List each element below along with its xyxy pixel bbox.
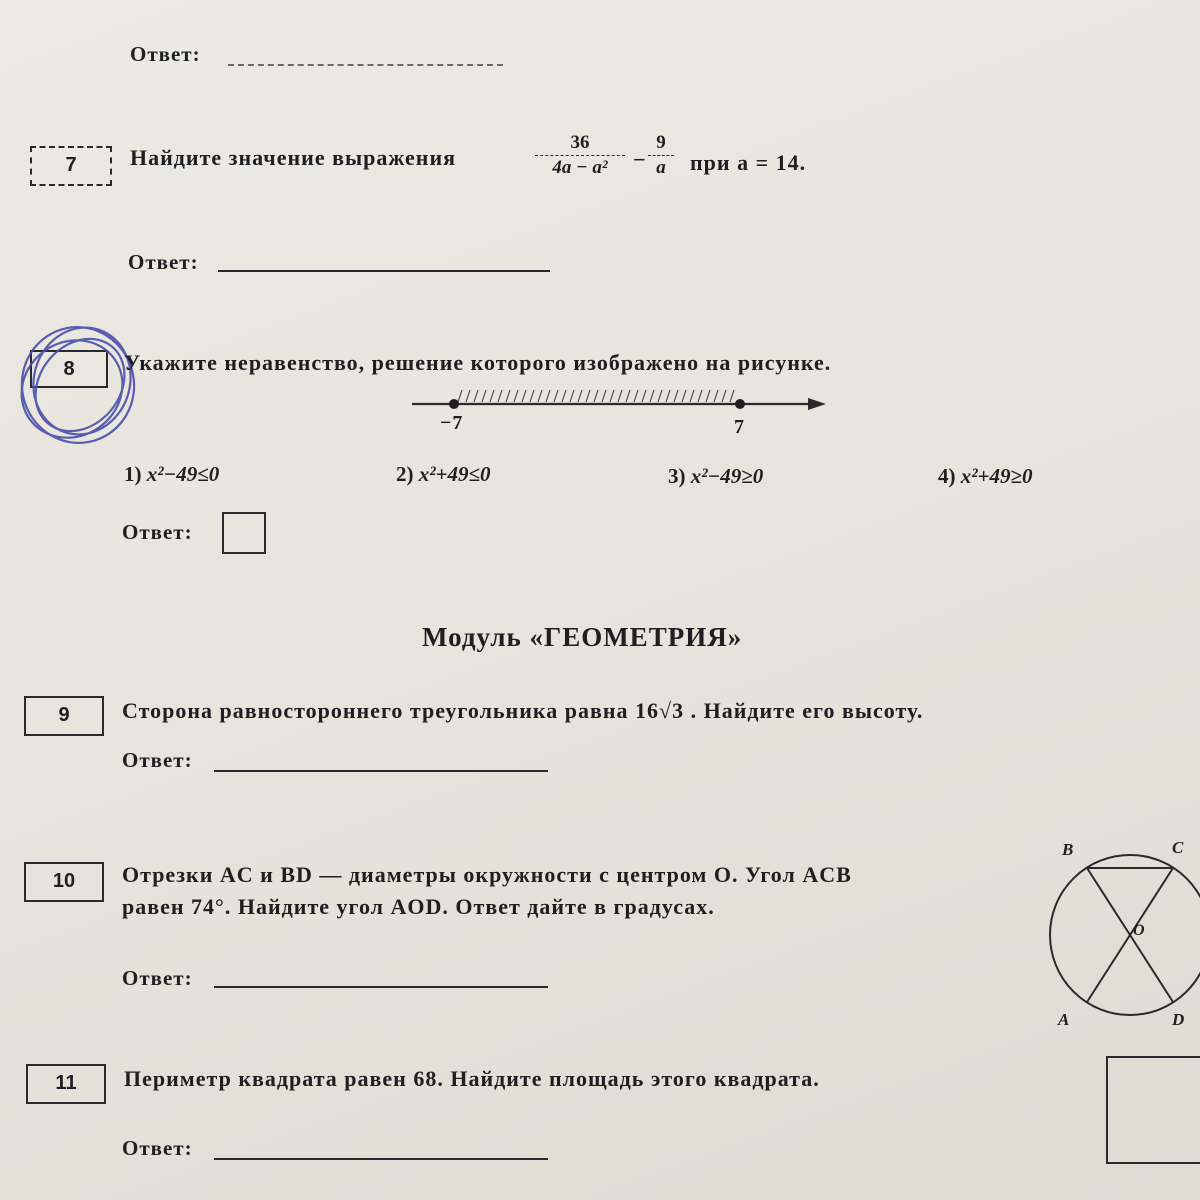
option-3-expr: x²−49≥0 bbox=[690, 464, 764, 488]
option-1-expr: x²−49≤0 bbox=[146, 462, 220, 486]
label-O: O bbox=[1133, 922, 1145, 939]
module-title: Модуль «ГЕОМЕТРИЯ» bbox=[422, 622, 743, 652]
answer-line-7[interactable] bbox=[218, 270, 550, 272]
point-minus-7 bbox=[449, 399, 459, 409]
pen-scribble-circles bbox=[10, 315, 150, 455]
option-2[interactable] bbox=[396, 462, 491, 487]
point-label-right: 7 bbox=[734, 416, 745, 438]
task-7-minus: − bbox=[633, 147, 647, 172]
number-line bbox=[410, 380, 840, 440]
circle-diagram bbox=[1030, 840, 1200, 1020]
solution-hatching bbox=[458, 390, 734, 402]
task-7-tail: при a = 14. bbox=[690, 150, 807, 175]
answer-line-10[interactable] bbox=[214, 986, 548, 988]
task-8-number-box: 8 bbox=[30, 350, 108, 388]
option-3[interactable] bbox=[668, 464, 763, 489]
answer-box-8[interactable] bbox=[222, 512, 266, 554]
answer-line-11[interactable] bbox=[214, 1158, 548, 1160]
point-label-left: −7 bbox=[440, 412, 464, 434]
answer-line-9[interactable] bbox=[214, 770, 548, 772]
answer-label-6: Ответ: bbox=[130, 42, 201, 66]
option-3-label: 3) bbox=[668, 464, 686, 488]
label-C: C bbox=[1172, 838, 1184, 857]
option-4-label: 4) bbox=[938, 464, 956, 488]
task-10-line-2: равен 74°. Найдите угол AOD. Ответ дайте в градусах. bbox=[122, 894, 715, 919]
task-7-number-box: 7 bbox=[30, 146, 112, 186]
task-9-text: Сторона равностороннего треугольника равна 16√3 . Найдите его высоту. bbox=[122, 698, 924, 723]
answer-label-9: Ответ: bbox=[122, 748, 193, 772]
task-7-frac2-num: 9 bbox=[656, 132, 666, 153]
task-10-number-box: 10 bbox=[24, 862, 104, 902]
task-11-number-box: 11 bbox=[26, 1064, 106, 1104]
task-9-number-box: 9 bbox=[24, 696, 104, 736]
task-10-line-1: Отрезки AC и BD — диаметры окружности с центром O. Угол ACB bbox=[122, 862, 852, 887]
option-2-expr: x²+49≤0 bbox=[418, 462, 491, 486]
answer-label-10: Ответ: bbox=[122, 966, 193, 990]
square-diagram bbox=[1106, 1056, 1200, 1164]
option-1[interactable] bbox=[124, 462, 219, 487]
task-7-frac1-num: 36 bbox=[570, 132, 590, 153]
answer-line-6[interactable] bbox=[228, 64, 503, 66]
task-7-fraction-2 bbox=[648, 132, 674, 179]
label-B: B bbox=[1062, 840, 1074, 859]
task-7-frac2-den: a bbox=[656, 157, 666, 178]
answer-label-7: Ответ: bbox=[128, 250, 199, 274]
option-4[interactable] bbox=[938, 464, 1033, 489]
task-7-fraction-1 bbox=[535, 132, 625, 179]
task-8-text: Укажите неравенство, решение которого изображено на рисунке. bbox=[124, 350, 832, 375]
answer-label-11: Ответ: bbox=[122, 1136, 193, 1160]
label-D: D bbox=[1172, 1010, 1185, 1029]
task-7-frac1-den: 4a − a² bbox=[552, 157, 608, 178]
task-11-text: Периметр квадрата равен 68. Найдите площадь этого квадрата. bbox=[124, 1066, 820, 1091]
option-4-expr: x²+49≥0 bbox=[960, 464, 1033, 488]
answer-label-8: Ответ: bbox=[122, 520, 193, 544]
option-2-label: 2) bbox=[396, 462, 414, 486]
option-1-label: 1) bbox=[124, 462, 142, 486]
point-7 bbox=[735, 399, 745, 409]
task-7-text: Найдите значение выражения bbox=[130, 145, 457, 170]
label-A: A bbox=[1058, 1010, 1070, 1029]
